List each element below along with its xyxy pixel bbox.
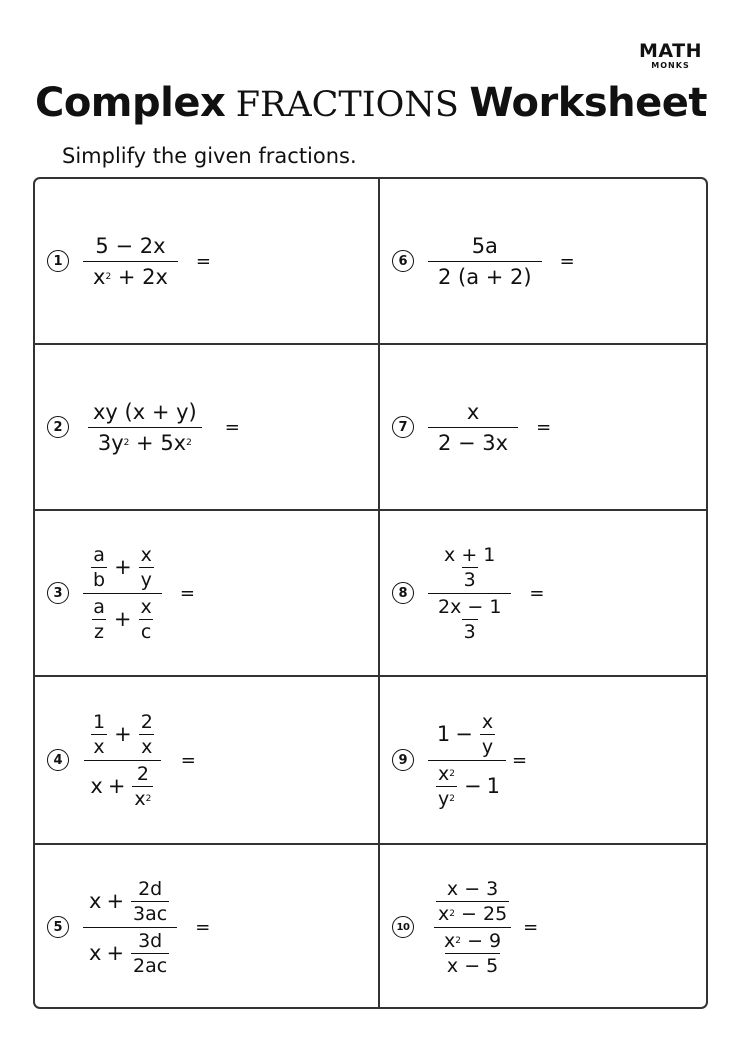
fraction: 2 x 2: [134, 762, 152, 810]
title-part-fractions: FRACTIONS: [235, 85, 459, 125]
fraction: $\frac{2}{x}$: [140, 710, 153, 758]
problem-10: [392, 845, 708, 1009]
equals-sign: =: [179, 582, 196, 604]
fraction: [428, 400, 518, 455]
problem-number-7: 7: [392, 416, 414, 438]
numerator: [434, 544, 505, 593]
equals-sign: =: [529, 582, 545, 604]
denominator: x + 2 x 2: [84, 760, 161, 810]
denominator: $\frac{a}{z}$ + $\frac{x}{c}$: [83, 593, 162, 643]
fraction: $\frac{a}{z}$: [93, 595, 105, 643]
complex-fraction: [83, 711, 163, 810]
equals-sign: =: [559, 250, 575, 272]
complex-fraction: [428, 711, 506, 810]
fraction: $\frac{x}{y}$: [481, 710, 494, 758]
fraction: x 2 y 2: [438, 762, 455, 810]
problem-3-expression: [81, 544, 164, 643]
problem-7: [392, 345, 708, 509]
denominator: x 2 + 2x: [83, 261, 178, 289]
problem-4: [47, 677, 377, 843]
problem-grid: [33, 177, 708, 1009]
math-monks-logo: [639, 42, 702, 70]
problem-9-expression: [426, 711, 508, 810]
complex-fraction: [428, 878, 517, 977]
fraction: [83, 400, 207, 455]
equals-sign: =: [195, 916, 211, 938]
denominator: [428, 593, 511, 643]
numerator: 5a: [471, 233, 498, 258]
problem-6: [392, 179, 708, 343]
problem-6-expression: [426, 234, 544, 289]
fraction: [428, 234, 542, 289]
problem-1-expression: [81, 234, 180, 289]
fraction: $\frac{a}{b}$: [93, 543, 106, 591]
equals-sign: =: [224, 416, 240, 438]
numerator: $\frac{1}{x}$ + $\frac{2}{x}$: [93, 710, 153, 758]
complex-fraction: [428, 544, 511, 643]
numerator: x: [466, 399, 480, 424]
fraction: $\frac{3d}{2ac}$: [133, 929, 168, 977]
instructions: Simplify the given fractions.: [62, 144, 357, 168]
denominator: x 2 y 2 − 1: [428, 760, 506, 810]
fraction: x − 3 x 2 − 25: [438, 877, 508, 925]
numerator: x + $\frac{2d}{3ac}$: [89, 877, 168, 925]
numerator: 1 − $\frac{x}{y}$: [436, 710, 494, 758]
title-part-complex: Complex: [34, 80, 226, 126]
equals-sign: =: [523, 916, 539, 938]
complex-fraction: [83, 544, 162, 643]
fraction: $\frac{1}{x}$: [93, 710, 106, 758]
logo-main-text: MATH: [639, 40, 702, 62]
fraction: $\frac{x + 1}{3}$: [444, 543, 496, 591]
denominator: [434, 927, 511, 977]
column-divider: [378, 179, 380, 1007]
problem-2-expression: [81, 400, 209, 455]
problem-8-expression: [426, 544, 513, 643]
fraction: $\frac{x}{c}$: [140, 595, 152, 643]
problem-7-expression: [426, 400, 520, 455]
problem-5: [47, 845, 377, 1009]
problem-number-6: 6: [392, 250, 414, 272]
problem-4-expression: [81, 711, 165, 810]
equals-sign: =: [180, 749, 196, 771]
problem-9: [392, 677, 708, 843]
problem-1: [47, 179, 377, 343]
problem-number-10: 10: [392, 916, 414, 938]
problem-number-8: 8: [392, 582, 414, 604]
equals-sign: =: [195, 250, 212, 272]
denominator: x + $\frac{3d}{2ac}$: [83, 927, 177, 977]
fraction: $\frac{2x - 1}{3}$: [438, 595, 502, 643]
denominator: 2 − 3x: [428, 427, 518, 455]
logo-sub-text: MONKS: [651, 61, 690, 70]
equals-sign: =: [536, 416, 552, 438]
title-part-worksheet: Worksheet: [469, 80, 708, 126]
denominator: 2 (a + 2): [428, 261, 542, 289]
problem-number-4: 4: [47, 749, 69, 771]
problem-number-9: 9: [392, 749, 414, 771]
numerator: 5 − 2x: [95, 233, 166, 258]
numerator: [428, 878, 517, 927]
fraction: $\frac{x}{y}$: [140, 543, 152, 591]
numerator: $\frac{a}{b}$ + $\frac{x}{y}$: [93, 543, 152, 591]
equals-sign: =: [511, 749, 528, 771]
fraction: [83, 234, 178, 289]
problem-number-2: 2: [47, 416, 69, 438]
problem-number-1: 1: [47, 250, 69, 272]
fraction: $\frac{2d}{3ac}$: [133, 877, 168, 925]
problem-number-5: 5: [47, 916, 69, 938]
problem-3: [47, 511, 377, 675]
problem-2: [47, 345, 377, 509]
page-title: [0, 80, 742, 126]
fraction: x 2 − 9 x − 5: [444, 929, 502, 977]
problem-5-expression: [81, 878, 179, 977]
denominator: 3y 2 + 5x 2: [88, 427, 202, 455]
problem-8: [392, 511, 708, 675]
problem-10-expression: [426, 878, 519, 977]
numerator: xy (x + y): [93, 399, 197, 424]
problem-number-3: 3: [47, 582, 69, 604]
complex-fraction: [83, 878, 177, 977]
